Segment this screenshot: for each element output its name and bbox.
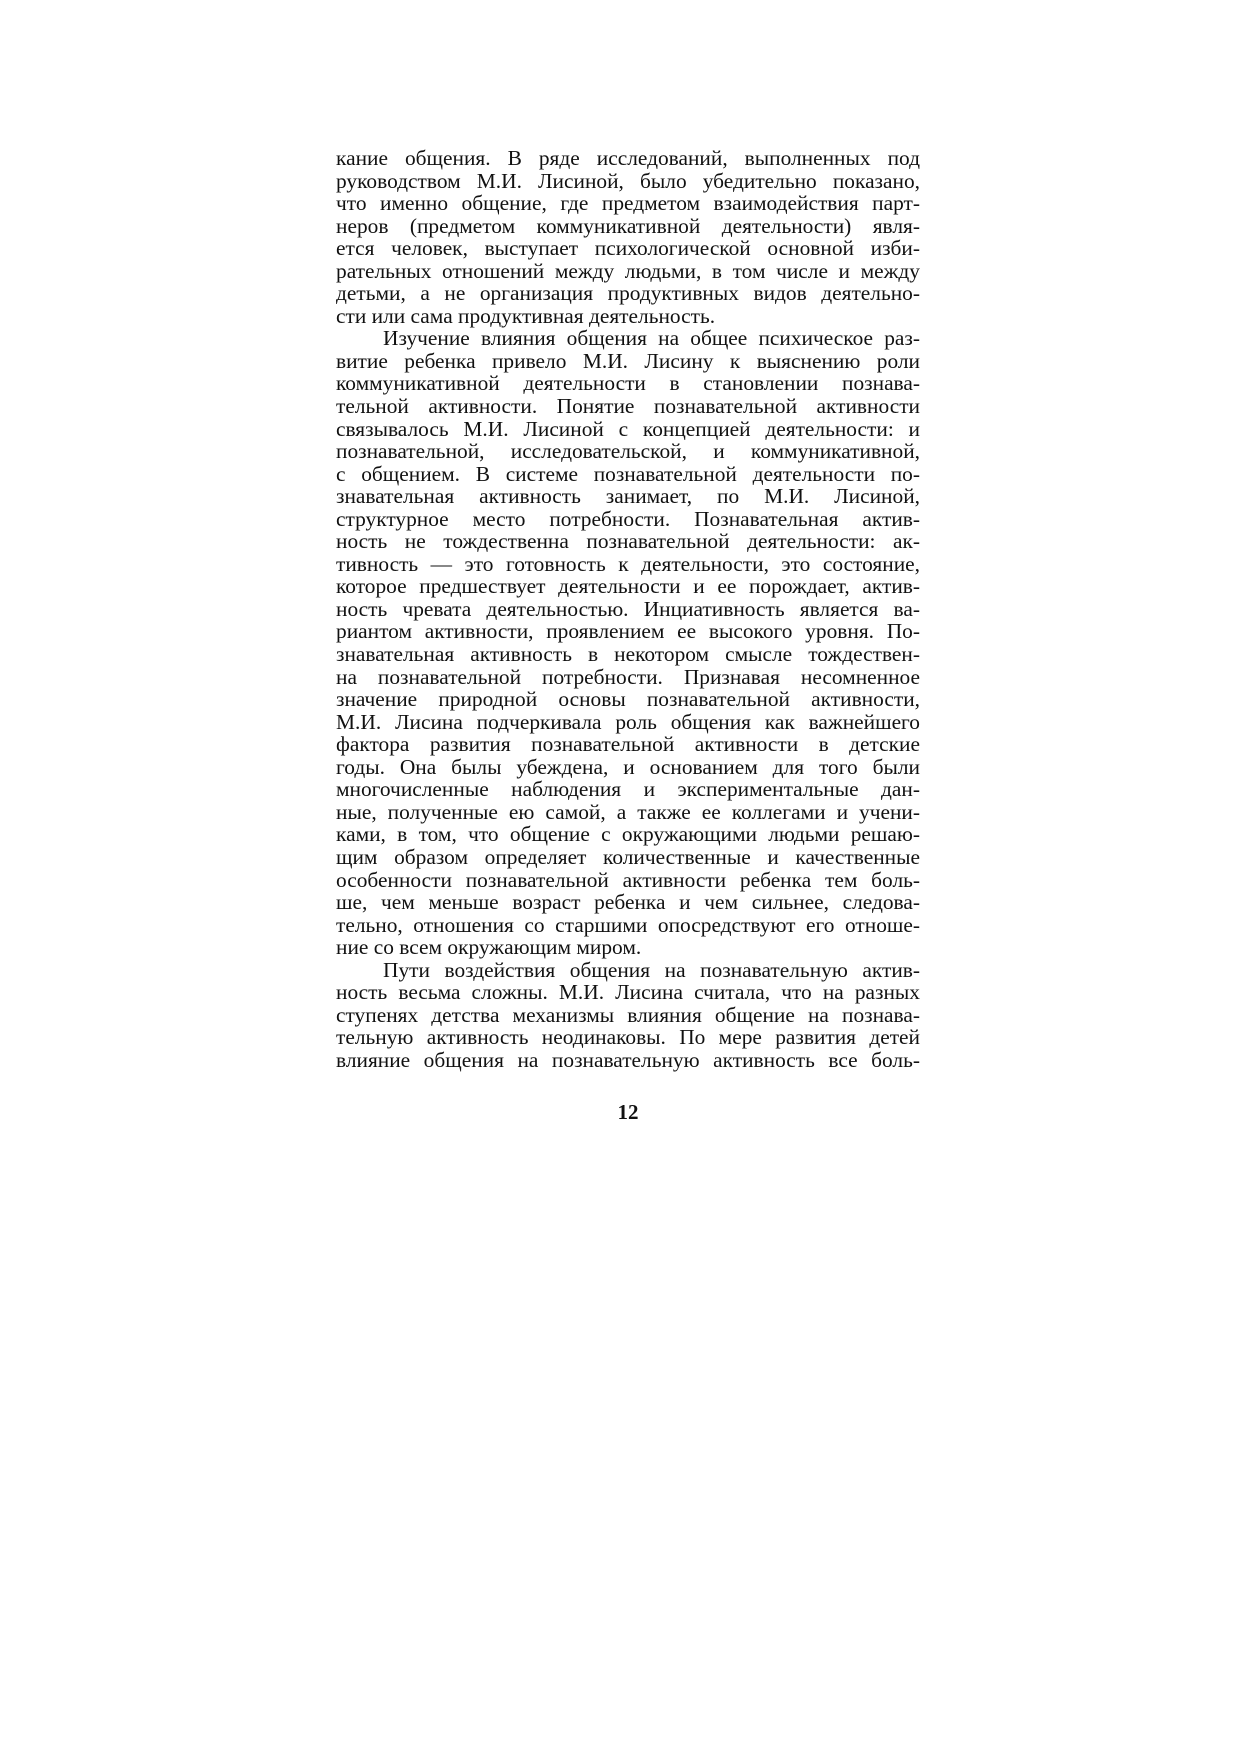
text-line: структурное место потребности. Познавательная актив- <box>336 506 920 531</box>
text-line: с общением. В системе познавательной деятельности по- <box>336 461 920 486</box>
text-line: ность весьма сложны. М.И. Лисина считала, что на разных <box>336 980 920 1005</box>
text-line: тельной активности. Понятие познавательной активности <box>336 394 920 419</box>
text-line: связывалось М.И. Лисиной с концепцией деятельности: и <box>336 416 920 441</box>
text-line: руководством М.И. Лисиной, было убедительно показано, <box>336 168 920 193</box>
text-line: ется человек, выступает психологической основной изби- <box>336 236 920 261</box>
text-line: тельно, отношения со старшими опосредствуют его отноше- <box>336 912 920 937</box>
text-line: которое предшествует деятельности и ее порождает, актив- <box>336 574 920 599</box>
page-number: 12 <box>617 1100 639 1124</box>
text-line: щим образом определяет количественные и качественные <box>336 844 920 869</box>
text-line: рательных отношений между людьми, в том числе и между <box>336 258 920 283</box>
text-line: ние со всем окружающим миром. <box>336 935 642 960</box>
text-line: знавательная активность занимает, по М.И. Лисиной, <box>336 484 920 509</box>
text-line: кание общения. В ряде исследований, выполненных под <box>336 146 920 170</box>
text-line: Изучение влияния общения на общее психическое раз- <box>383 326 920 351</box>
paragraph-3 <box>336 959 920 1072</box>
text-line: годы. Она былы убеждена, и основанием для того были <box>336 754 920 779</box>
text-line: фактора развития познавательной активности в детские <box>336 732 920 757</box>
text-line: особенности познавательной активности ребенка тем боль- <box>336 867 920 892</box>
text-line: познавательной, исследовательской, и коммуникативной, <box>336 439 920 464</box>
body-text <box>336 147 920 1071</box>
text-line: ступенях детства механизмы влияния общение на познава- <box>336 1002 920 1027</box>
text-line: значение природной основы познавательной активности, <box>336 687 920 712</box>
text-line: ные, полученные ею самой, а также ее коллегами и учени- <box>336 799 920 824</box>
text-line: многочисленные наблюдения и экспериментальные дан- <box>336 777 920 802</box>
paragraph-1 <box>336 147 920 327</box>
text-line: ность не тождественна познавательной деятельности: ак- <box>336 529 920 554</box>
text-line: тельную активность неодинаковы. По мере развития детей <box>336 1025 920 1050</box>
text-line: влияние общения на познавательную активность все боль- <box>336 1047 920 1072</box>
text-line: риантом активности, проявлением ее высокого уровня. По- <box>336 619 920 644</box>
text-line: коммуникативной деятельности в становлении познава- <box>336 371 920 396</box>
paragraph-2 <box>336 327 920 958</box>
text-line: что именно общение, где предметом взаимодействия парт- <box>336 191 920 216</box>
text-line: М.И. Лисина подчеркивала роль общения как важнейшего <box>336 709 920 734</box>
text-line: витие ребенка привело М.И. Лисину к выяснению роли <box>336 348 920 373</box>
text-line: ше, чем меньше возраст ребенка и чем сильнее, следова- <box>336 890 920 915</box>
text-line: ками, в том, что общение с окружающими людьми решаю- <box>336 822 920 847</box>
text-line: Пути воздействия общения на познавательную актив- <box>383 957 920 982</box>
text-line: неров (предметом коммуникативной деятельности) явля- <box>336 213 920 238</box>
text-line: ность чревата деятельностью. Инциативность является ва- <box>336 596 920 621</box>
text-line: детьми, а не организация продуктивных видов деятельно- <box>336 281 920 306</box>
text-line: знавательная активность в некотором смысле тождествен- <box>336 642 920 667</box>
text-line: тивность — это готовность к деятельности, это состояние, <box>336 551 920 576</box>
text-line: сти или сама продуктивная деятельность. <box>336 303 716 328</box>
text-line: на познавательной потребности. Признавая несомненное <box>336 664 920 689</box>
